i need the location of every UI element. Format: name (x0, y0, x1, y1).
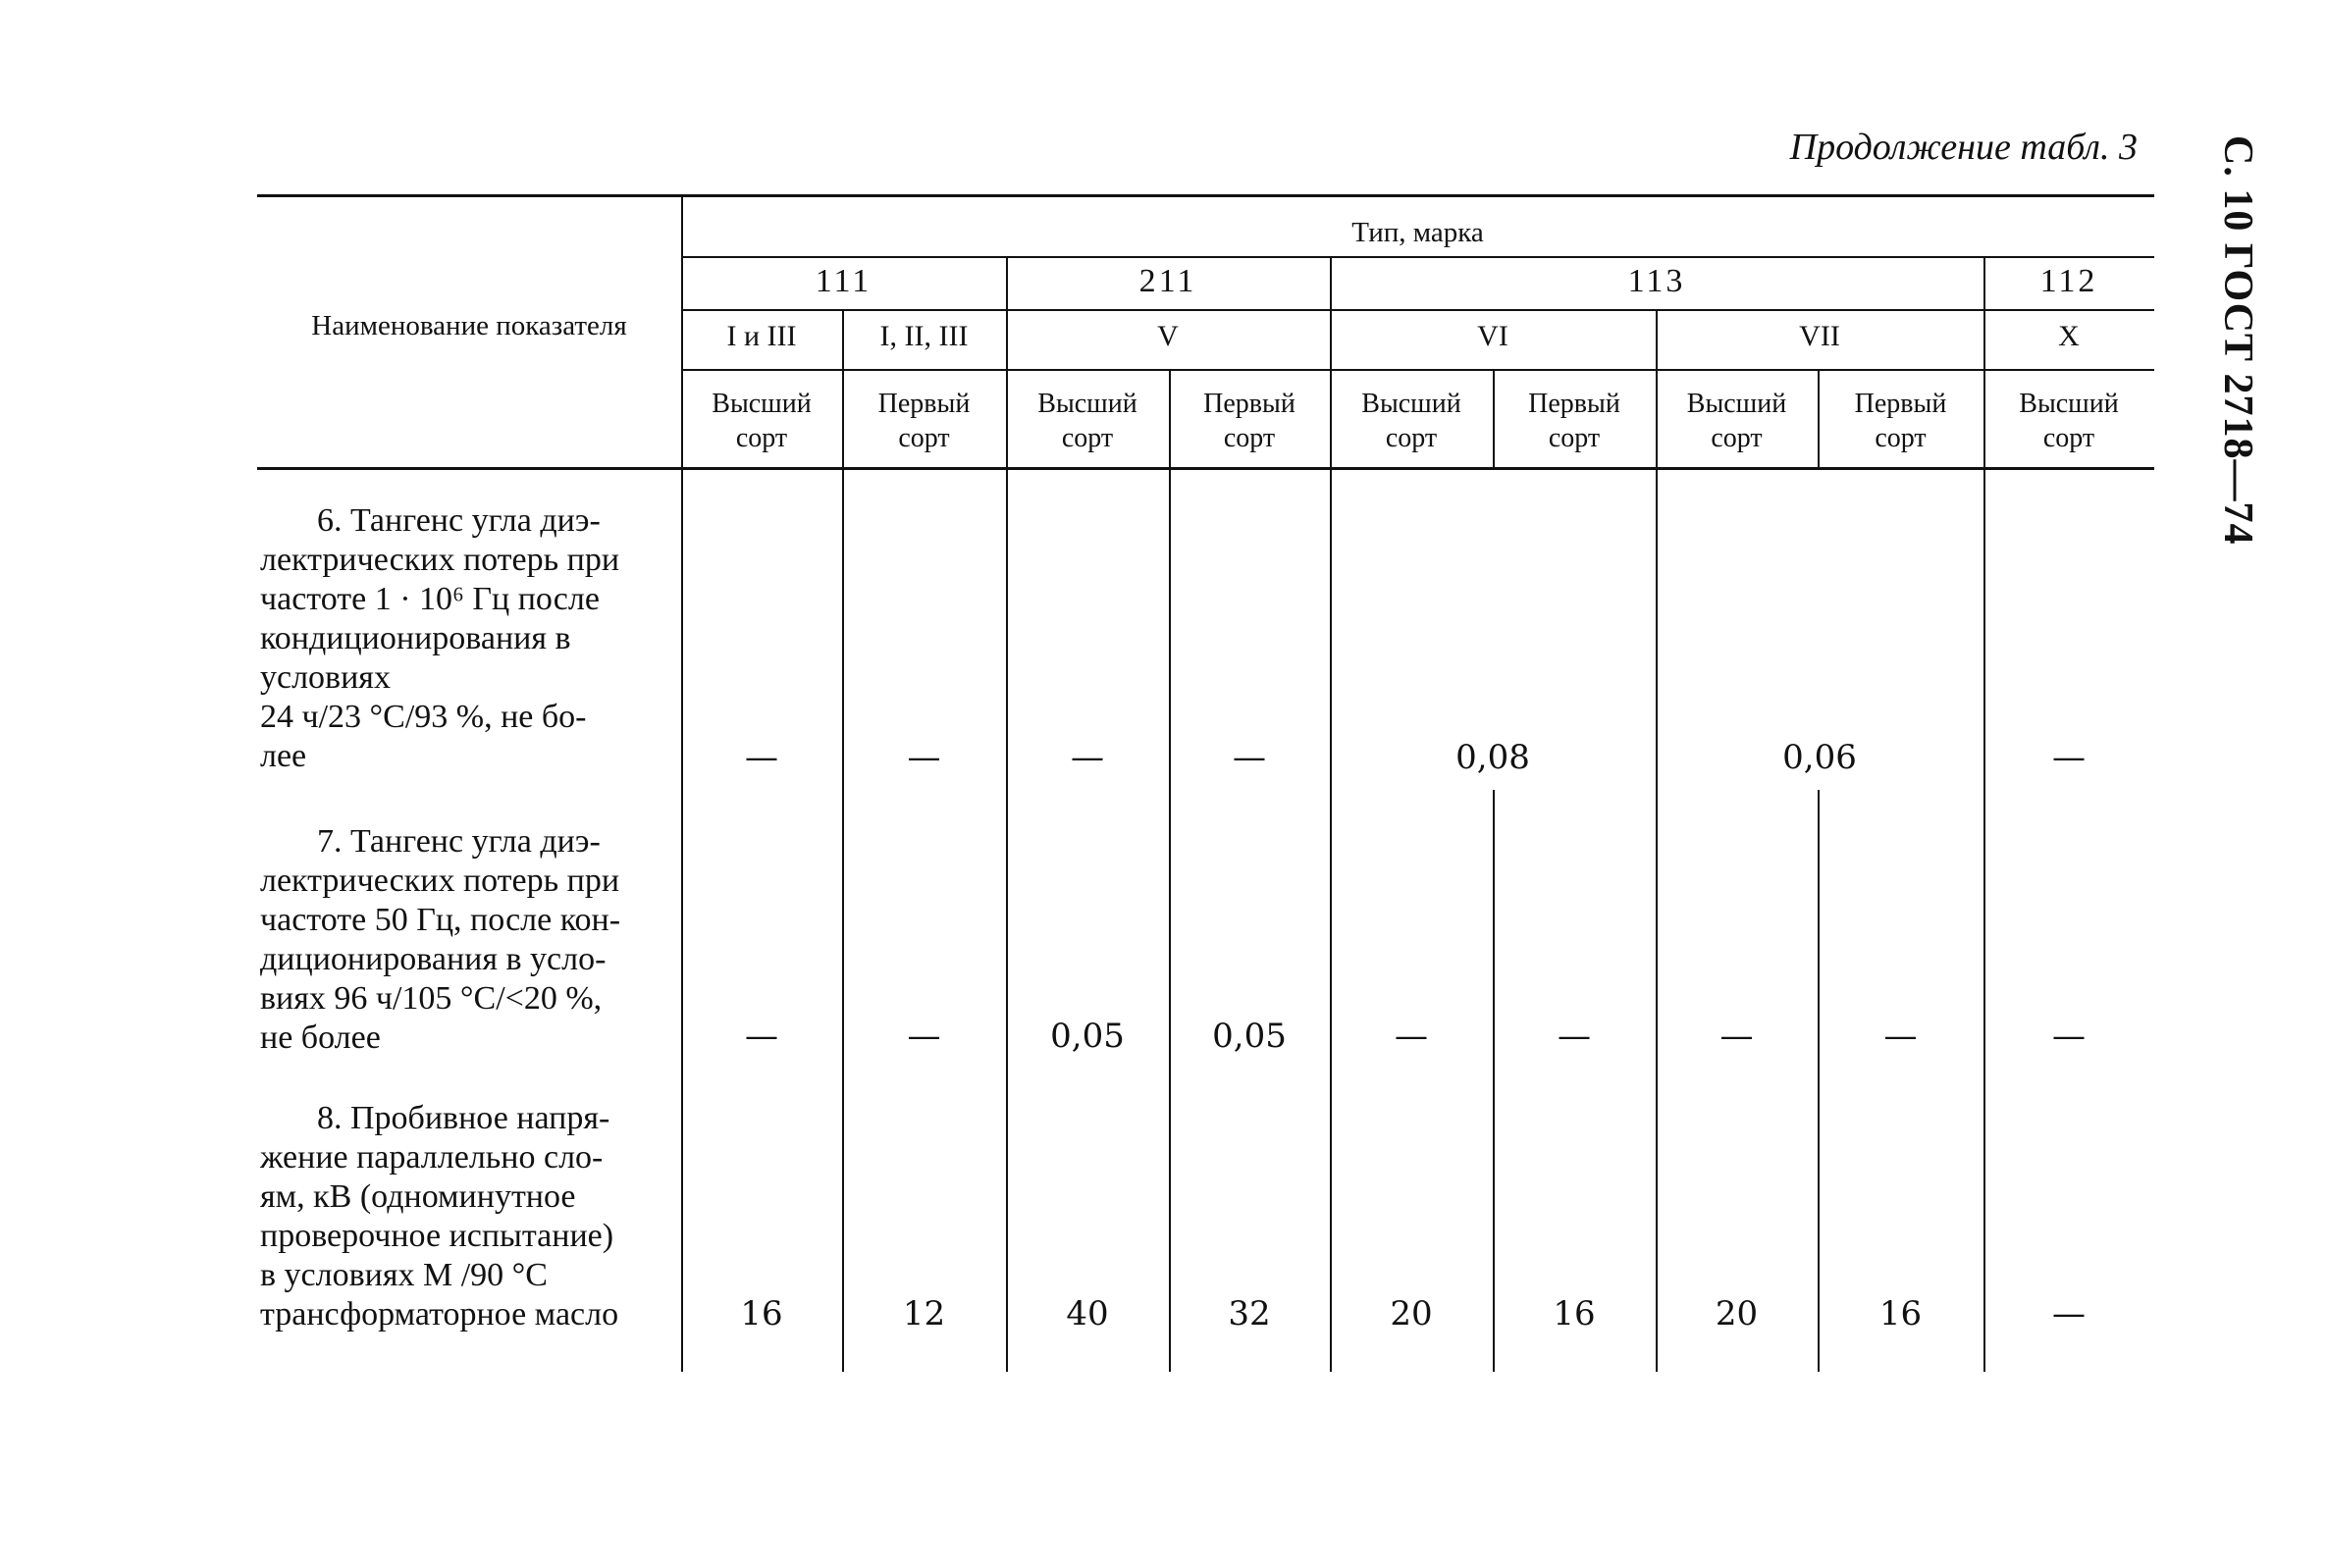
row-8-value: 16 (740, 1294, 783, 1333)
grade-header: Первый сорт (877, 389, 971, 453)
col-divider-5-body (1493, 790, 1495, 1372)
row-7-value: — (907, 1017, 941, 1056)
group-113: 113 (1627, 263, 1686, 299)
col-divider-6 (1656, 309, 1658, 1372)
row-8-label: 8. Пробивное напря- жение параллельно сло- ям, кВ (одноминутное проверочное испытание) в условиях М /90 °С трансформаторное масло (260, 1100, 619, 1333)
row-6-value: — (2052, 738, 2086, 777)
subgroup-i-iii: I и III (726, 320, 797, 352)
row-6-value: — (745, 738, 778, 777)
row-7-label: 7. Тангенс угла диэ- лектрических потерь при частоте 50 Гц, после кон- диционирования в усло- виях 96 ч/105 °С/<20 %, не более (260, 823, 621, 1056)
subgroup-rule (681, 369, 2154, 371)
subgroup-vii: VII (1799, 320, 1840, 352)
subgroup-vi: VI (1477, 320, 1508, 352)
col-divider-3 (1169, 369, 1171, 1372)
grade-header: Первый сорт (1203, 389, 1295, 453)
table-top-rule (257, 194, 2154, 197)
row-6-value-vi: 0,08 (1455, 738, 1530, 777)
grade-header: Высший сорт (2019, 389, 2119, 453)
row-8-value: 40 (1066, 1294, 1109, 1333)
grade-header: Высший сорт (712, 389, 812, 453)
row-7-value: — (745, 1017, 778, 1056)
type-header: Тип, марка (1351, 217, 1484, 248)
row-6-value: — (1233, 738, 1266, 777)
row-8-value: 16 (1878, 1294, 1923, 1333)
group-rule (681, 309, 2154, 311)
row-8-value: — (2052, 1294, 2086, 1333)
grade-header: Первый сорт (1854, 389, 1947, 453)
row-8-value: 32 (1228, 1294, 1271, 1333)
page-header-vertical: С. 10 ГОСТ 2718—74 (2215, 135, 2260, 546)
header-bottom-rule (257, 467, 2154, 470)
grade-header: Высший сорт (1037, 389, 1137, 453)
row-8-value: 20 (1715, 1294, 1759, 1333)
row-7-value: — (2052, 1017, 2086, 1056)
grade-header: Высший сорт (1361, 389, 1461, 453)
group-112: 112 (2039, 263, 2098, 299)
row-8-value: 12 (902, 1294, 946, 1333)
row-6-value-vii: 0,06 (1782, 738, 1857, 777)
row-6-value: — (907, 738, 941, 777)
group-111: 111 (815, 263, 872, 299)
col-divider-1 (842, 309, 844, 1372)
name-column-header: Наименование показателя (311, 310, 627, 341)
table-caption: Продолжение табл. 3 (1789, 127, 2138, 168)
row-7-value: — (1883, 1017, 1918, 1056)
grade-header: Первый сорт (1528, 389, 1620, 453)
row-8-value: 16 (1553, 1294, 1596, 1333)
row-8-value: 20 (1390, 1294, 1433, 1333)
row-7-value: 0,05 (1212, 1017, 1287, 1056)
row-6-value: — (1071, 738, 1104, 777)
subgroup-x: X (2058, 320, 2080, 352)
group-211: 211 (1138, 263, 1197, 299)
subgroup-v: V (1157, 320, 1179, 352)
type-header-rule (681, 256, 2154, 258)
col-divider-name (681, 194, 683, 1372)
row-6-label: 6. Тангенс угла диэ- лектрических потерь при частоте 1 · 10⁶ Гц после кондиционирования в условиях 24 ч/23 °С/93 %, не бо- лее (260, 502, 620, 774)
col-divider-7-body (1818, 790, 1820, 1372)
grade-header: Высший сорт (1686, 389, 1787, 453)
row-7-value: — (1558, 1017, 1591, 1056)
row-7-value: — (1719, 1017, 1754, 1056)
subgroup-i-ii-iii: I, II, III (879, 320, 969, 352)
row-7-value: — (1395, 1017, 1428, 1056)
row-7-value: 0,05 (1050, 1017, 1125, 1056)
